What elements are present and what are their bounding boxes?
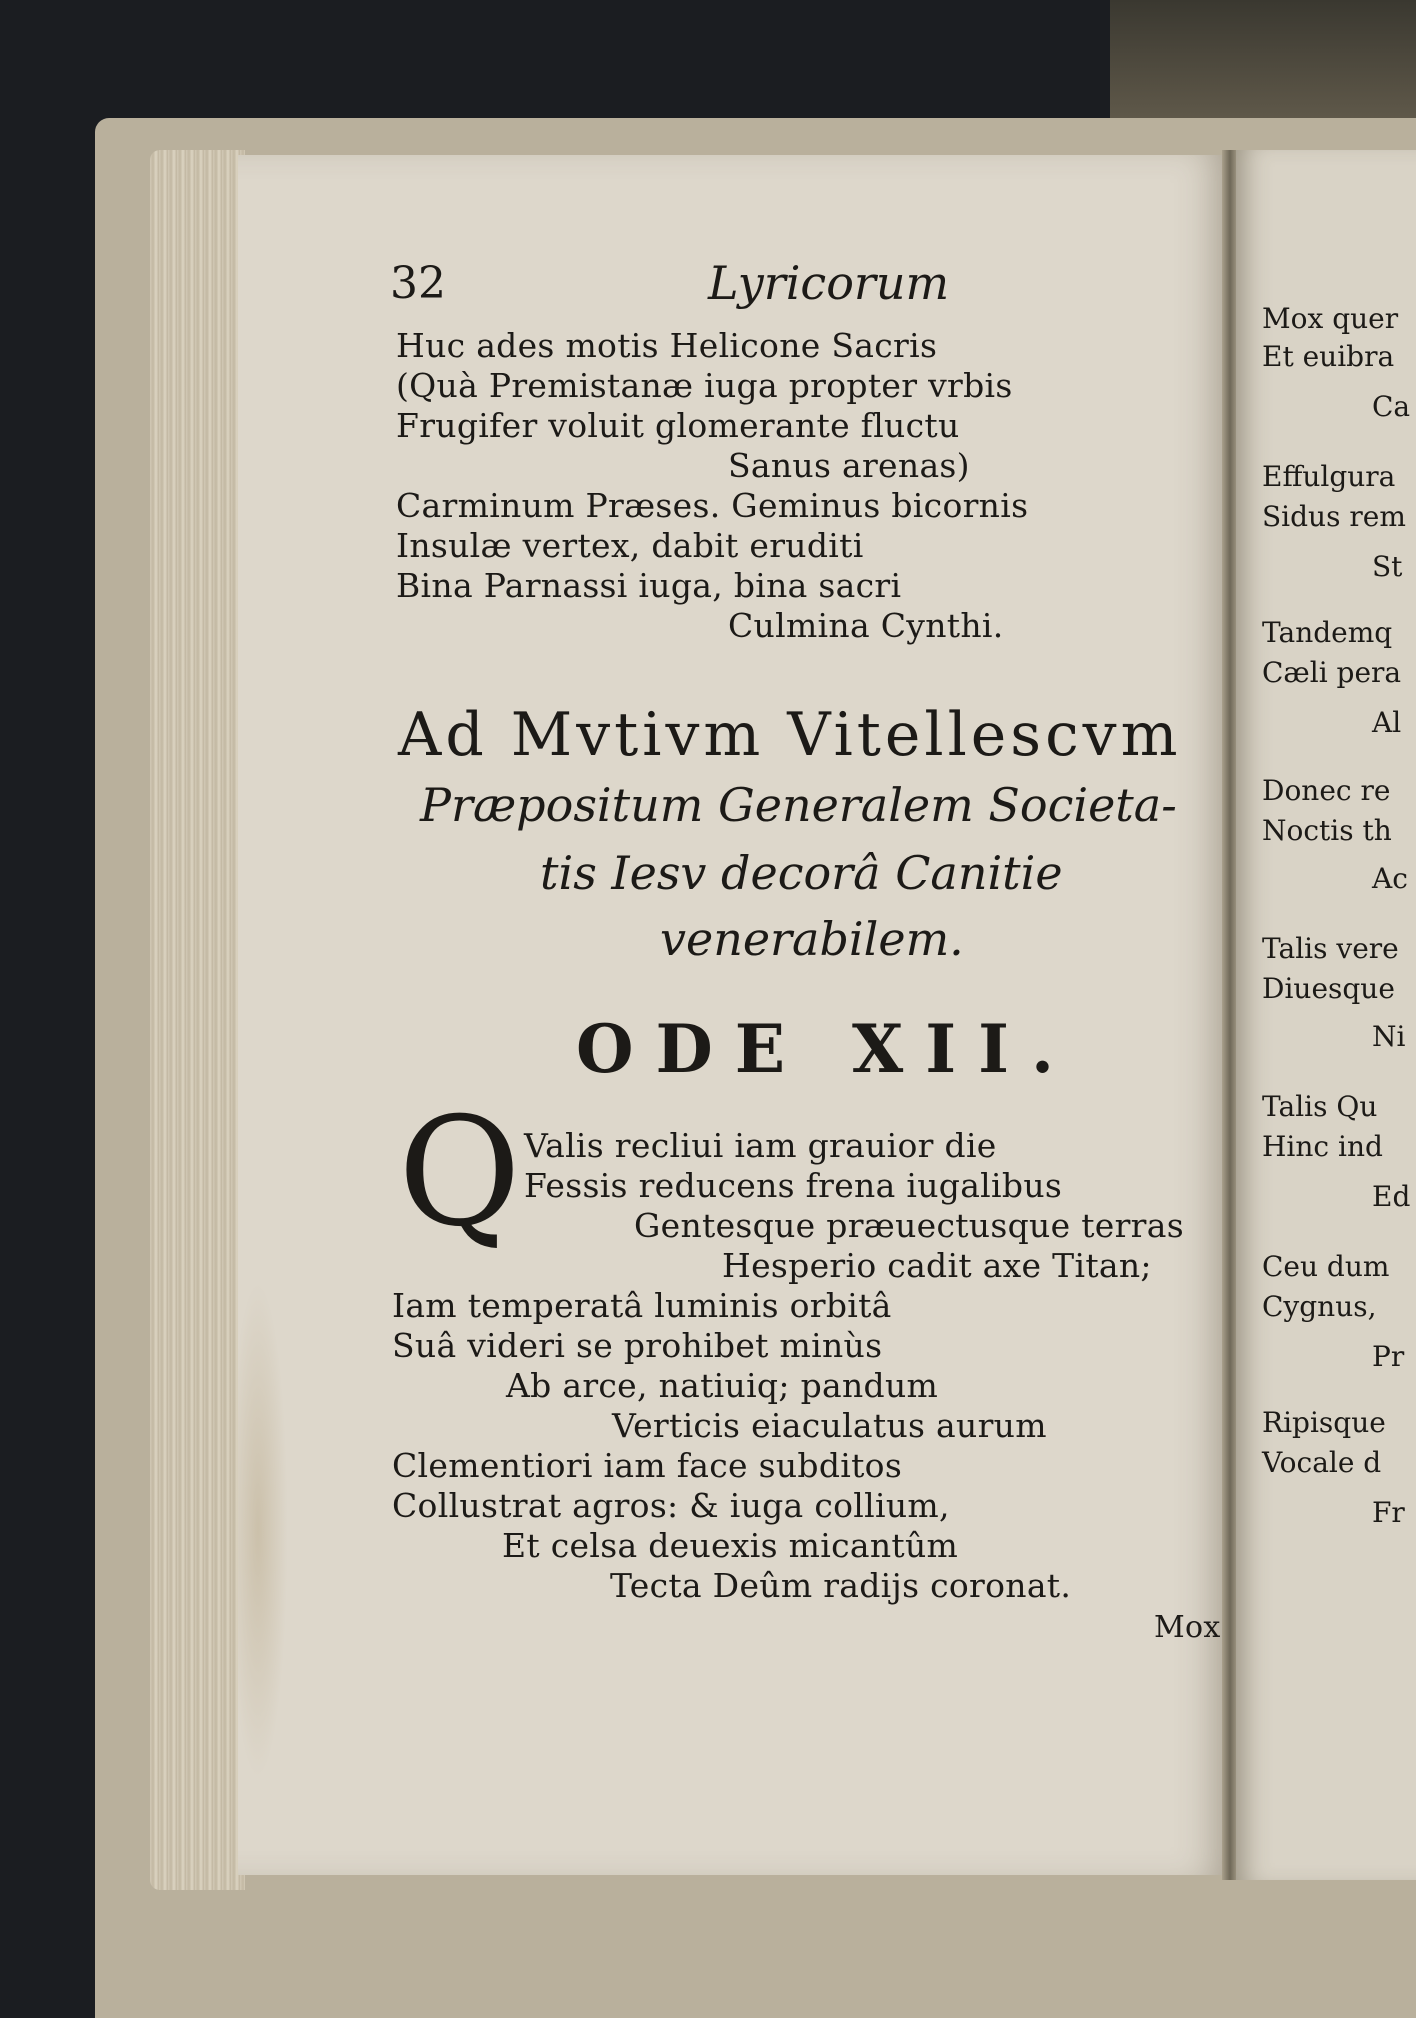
right-page-line: Diuesque (1262, 972, 1395, 1005)
right-page-line: Et euibra (1262, 340, 1395, 373)
right-page-line: Mox quer (1262, 302, 1399, 335)
dedication-line: Præpositum Generalem Societa- (420, 778, 1177, 832)
ode-line: Et celsa deuexis micantûm (502, 1526, 959, 1565)
right-page (1236, 150, 1416, 1880)
right-page-line: Ni (1372, 1020, 1406, 1053)
right-page-line: Talis vere (1262, 932, 1399, 965)
right-page-line: Talis Qu (1262, 1090, 1378, 1123)
right-page-line: Ca (1372, 390, 1411, 423)
right-page-line: Sidus rem (1262, 500, 1406, 533)
right-page-line: Al (1372, 706, 1402, 739)
right-page-line: Hinc ind (1262, 1130, 1383, 1163)
ode-line: Valis recliui iam grauior die (524, 1126, 997, 1165)
running-head: Lyricorum (708, 256, 950, 310)
right-page-line: Fr (1372, 1496, 1405, 1529)
page-number: 32 (390, 258, 446, 309)
right-page-line: Cygnus, (1262, 1290, 1377, 1323)
page-edges (150, 150, 245, 1890)
ode-line: Ab arce, natiuiq; pandum (506, 1366, 939, 1405)
stanza-line: Frugifer voluit glomerante fluctu (396, 406, 960, 445)
dedication-line: tis Iesv decorâ Canitie (540, 846, 1063, 900)
right-page-line: Ac (1372, 862, 1408, 895)
right-page-line: Vocale d (1262, 1446, 1382, 1479)
page-stain (238, 1280, 288, 1780)
ode-title: ODE XII. (576, 1010, 1076, 1088)
right-page-line: Effulgura (1262, 460, 1396, 493)
stanza-line: Insulæ vertex, dabit eruditi (396, 526, 864, 565)
ode-line: Verticis eiaculatus aurum (612, 1406, 1047, 1445)
ode-line: Collustrat agros: & iuga collium, (392, 1486, 950, 1525)
ode-line: Gentesque præuectusque terras (634, 1206, 1184, 1245)
stanza-line: Culmina Cynthi. (728, 606, 1004, 645)
catchword: Mox (1154, 1610, 1221, 1645)
right-page-line: Cæli pera (1262, 656, 1402, 689)
stanza-line: (Quà Premistanæ iuga propter vrbis (396, 366, 1013, 405)
stanza-line: Huc ades motis Helicone Sacris (396, 326, 938, 365)
right-page-line: Ed (1372, 1180, 1411, 1213)
ode-line: Hesperio cadit axe Titan; (722, 1246, 1152, 1285)
dedication-line: Ad Mvtivm Vitellescvm (398, 700, 1182, 770)
ode-line: Fessis reducens frena iugalibus (524, 1166, 1063, 1205)
ode-line: Iam temperatâ luminis orbitâ (392, 1286, 892, 1325)
right-page-line: St (1372, 550, 1403, 583)
right-page-line: Tandemq (1262, 616, 1393, 649)
ode-line: Clementiori iam face subditos (392, 1446, 903, 1485)
right-page-line: Noctis th (1262, 814, 1392, 847)
right-page-line: Pr (1372, 1340, 1405, 1373)
ode-line: Suâ videri se prohibet minùs (392, 1326, 883, 1365)
right-page-line: Ripisque (1262, 1406, 1386, 1439)
stanza-line: Sanus arenas) (728, 446, 970, 485)
right-page-line: Donec re (1262, 774, 1391, 807)
right-page-line: Ceu dum (1262, 1250, 1390, 1283)
ode-line: Tecta Deûm radijs coronat. (610, 1566, 1072, 1605)
drop-initial: Q (398, 1086, 521, 1260)
dedication-line: venerabilem. (660, 912, 964, 966)
stanza-line: Bina Parnassi iuga, bina sacri (396, 566, 902, 605)
stanza-line: Carminum Præses. Geminus bicornis (396, 486, 1029, 525)
